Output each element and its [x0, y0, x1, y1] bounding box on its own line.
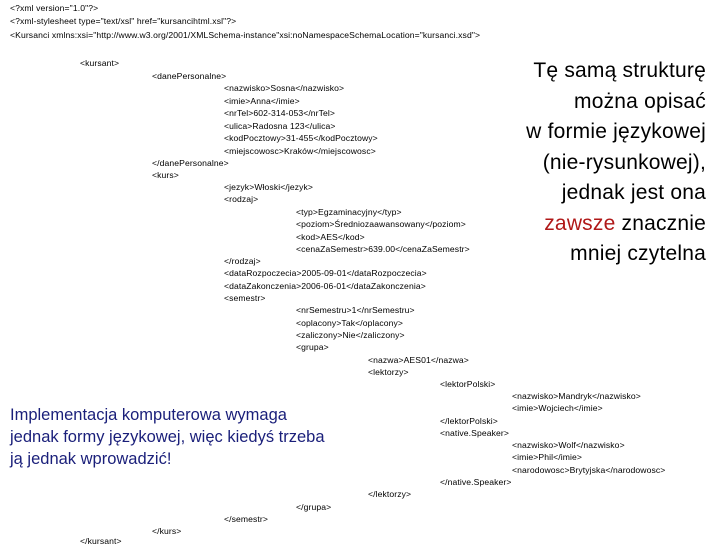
xml-line: <imie>Wojciech</imie>: [512, 403, 603, 413]
xml-line: </danePersonalne>: [152, 158, 229, 168]
xml-line: <imie>Anna</imie>: [224, 96, 300, 106]
statement-line: jednak jest ona: [561, 181, 706, 204]
xml-line: </rodzaj>: [224, 256, 261, 266]
xml-line: <semestr>: [224, 293, 266, 303]
xml-line: <narodowosc>Brytyjska</narodowosc>: [512, 465, 666, 475]
xml-line: <dataZakonczenia>2006-06-01</dataZakonczenia>: [224, 281, 426, 291]
xml-line: </native.Speaker>: [440, 477, 512, 487]
xml-line: <kursant>: [80, 58, 120, 68]
xml-line: </lektorPolski>: [440, 416, 498, 426]
statement-line: mniej czytelna: [570, 242, 706, 265]
xml-root-element: <Kursanci xmlns:xsi="http://www.w3.org/2001/XMLSchema-instance"xsi:noNamespaceSchemaLocation="kursanci.xsd">: [10, 30, 481, 40]
xml-line: <typ>Egzaminacyjny</typ>: [296, 207, 402, 217]
xml-line: <danePersonalne>: [152, 71, 227, 81]
xml-line: <nazwisko>Mandryk</nazwisko>: [512, 391, 641, 401]
xml-line: </grupa>: [296, 502, 332, 512]
xml-line: <nazwa>AES01</nazwa>: [368, 355, 469, 365]
xml-line: <nazwisko>Wolf</nazwisko>: [512, 440, 625, 450]
statement-emphasis: zawsze: [544, 211, 616, 235]
statement-text: [476, 56, 706, 270]
statement-line: [476, 209, 706, 240]
statement-line: Tę samą strukturę: [533, 59, 706, 82]
xml-line: <oplacony>Tak</oplacony>: [296, 318, 404, 328]
xml-line: </lektorzy>: [368, 489, 412, 499]
xml-line: <zaliczony>Nie</zaliczony>: [296, 330, 405, 340]
statement-line: można opisać: [574, 89, 706, 113]
xml-line: <grupa>: [296, 342, 329, 352]
xml-line: <native.Speaker>: [440, 428, 509, 438]
xml-line: <nazwisko>Sosna</nazwisko>: [224, 83, 345, 93]
statement-line-rest: znacznie: [615, 211, 706, 235]
xml-line: <imie>Phil</imie>: [512, 452, 583, 462]
xml-line: <kodPocztowy>31-455</kodPocztowy>: [224, 133, 378, 143]
statement-line: (nie-rysunkowej),: [542, 150, 706, 174]
xml-line: </kurs>: [152, 526, 182, 536]
xml-line: <jezyk>Włoski</jezyk>: [224, 182, 314, 192]
xml-line: <rodzaj>: [224, 194, 259, 204]
xml-line: <ulica>Radosna 123</ulica>: [224, 121, 336, 131]
xml-line: <lektorzy>: [368, 367, 409, 377]
xml-line: <dataRozpoczecia>2005-09-01</dataRozpoczecia>: [224, 268, 427, 278]
xml-declaration: <?xml version="1.0"?>: [10, 3, 99, 13]
xml-line: <kod>AES</kod>: [296, 232, 365, 242]
xml-line: <cenaZaSemestr>639.00</cenaZaSemestr>: [296, 244, 470, 254]
statement-line: w formie językowej: [526, 120, 706, 143]
xml-line: <kurs>: [152, 170, 179, 180]
xml-line: <nrSemestru>1</nrSemestru>: [296, 305, 415, 315]
xml-line: </semestr>: [224, 514, 268, 524]
xml-line: <miejscowosc>Kraków</miejscowosc>: [224, 146, 376, 156]
xml-stylesheet-line: <?xml-stylesheet type="text/xsl" href="kursancihtml.xsl"?>: [10, 16, 237, 26]
xml-line: <nrTel>602-314-053</nrTel>: [224, 108, 336, 118]
implementation-note: Implementacja komputerowa wymaga jednak formy językowej, więc kiedyś trzeba ją jednak wprowadzić!: [10, 406, 325, 468]
xml-line: </kursant>: [80, 536, 122, 546]
xml-line: <poziom>Średniozaawansowany</poziom>: [296, 219, 466, 229]
xml-line: <lektorPolski>: [440, 379, 496, 389]
